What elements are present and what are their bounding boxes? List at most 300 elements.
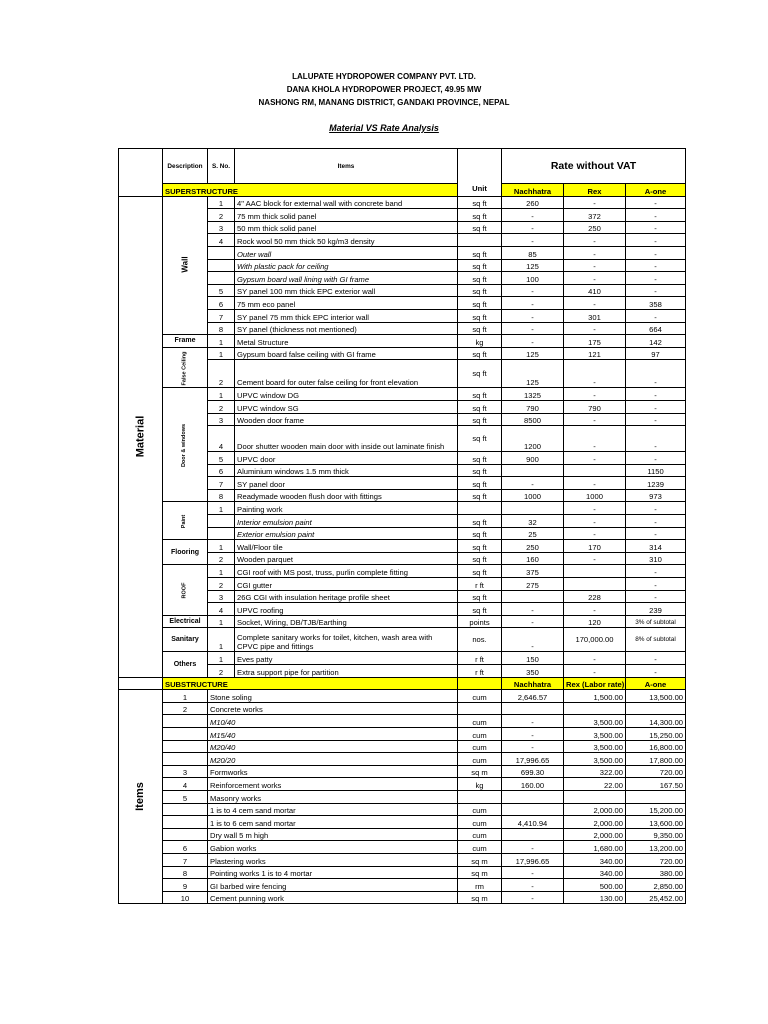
company-name: LALUPATE HYDROPOWER COMPANY PVT. LTD. [292, 72, 476, 81]
cell-item: Extra support pipe for partition [235, 665, 458, 678]
cell-sno: 1 [208, 565, 235, 578]
table-row [119, 677, 686, 690]
cell-a-one: - [626, 527, 686, 540]
cell-unit: sq ft [458, 590, 502, 603]
cell-unit: sq ft [458, 552, 502, 565]
table-row [119, 335, 686, 348]
cell-unit: kg [458, 778, 502, 791]
cell-item: Formworks [208, 765, 458, 778]
section-flooring: Flooring [163, 540, 208, 565]
cell-unit: sq ft [458, 246, 502, 259]
cell-item: Stone soling [208, 690, 458, 703]
table-row [119, 149, 686, 184]
group-items-label: Items [134, 781, 146, 811]
substructure-blank-cell [119, 677, 163, 690]
table-row [119, 690, 686, 703]
cell-item: UPVC window SG [235, 400, 458, 413]
cell-a-one: - [626, 196, 686, 209]
cell-nachhatra [502, 828, 564, 841]
cell-nachhatra: 699.30 [502, 765, 564, 778]
cell-a-one: 13,600.00 [626, 816, 686, 829]
cell-unit: cum [458, 828, 502, 841]
cell-rex: - [564, 527, 626, 540]
cell-nachhatra [502, 702, 564, 715]
cell-nachhatra: - [502, 740, 564, 753]
cell-unit: points [458, 615, 502, 628]
cell-item: Interior emulsion paint [235, 515, 458, 528]
cell-a-one: 720.00 [626, 765, 686, 778]
cell-item: UPVC roofing [235, 603, 458, 616]
cell-a-one: 167.50 [626, 778, 686, 791]
table-row [119, 753, 686, 766]
cell-rex [564, 790, 626, 803]
cell-a-one: - [626, 502, 686, 515]
cell-nachhatra: - [502, 841, 564, 854]
cell-nachhatra: 25 [502, 527, 564, 540]
cell-a-one: 17,800.00 [626, 753, 686, 766]
cell-nachhatra: 1000 [502, 489, 564, 502]
cell-item: Wooden door frame [235, 413, 458, 426]
vendor-header-nachhatra-sub: Nachhatra [502, 677, 564, 690]
cell-nachhatra: 275 [502, 578, 564, 591]
cell-rex: 2,000.00 [564, 816, 626, 829]
cell-a-one: - [626, 246, 686, 259]
cell-sno: 1 [208, 502, 235, 515]
cell-unit: sq ft [458, 196, 502, 209]
cell-a-one: 25,452.00 [626, 891, 686, 904]
cell-a-one: - [626, 234, 686, 247]
table-row [119, 790, 686, 803]
cell-sno: 1 [208, 652, 235, 665]
cell-sno [163, 816, 208, 829]
vendor-header-nachhatra: Nachhatra [502, 184, 564, 197]
corner-cell [119, 149, 163, 197]
cell-nachhatra: 85 [502, 246, 564, 259]
cell-item: SY panel (thickness not mentioned) [235, 322, 458, 335]
cell-unit: r ft [458, 652, 502, 665]
cell-unit: sq ft [458, 284, 502, 297]
cell-unit: cum [458, 740, 502, 753]
cell-nachhatra: 17,996.65 [502, 853, 564, 866]
cell-nachhatra: 125 [502, 360, 564, 388]
cell-unit: sq m [458, 866, 502, 879]
cell-a-one: 2,850.00 [626, 879, 686, 892]
cell-item: M15/40 [208, 727, 458, 740]
superstructure-label: SUPERSTRUCTURE [163, 184, 458, 197]
cell-a-one: 310 [626, 552, 686, 565]
cell-sno [208, 515, 235, 528]
cell-nachhatra [502, 502, 564, 515]
cell-nachhatra: - [502, 891, 564, 904]
cell-nachhatra: 2,646.57 [502, 690, 564, 703]
cell-sno: 2 [208, 209, 235, 222]
cell-nachhatra: - [502, 309, 564, 322]
cell-nachhatra: 160 [502, 552, 564, 565]
table-row [119, 184, 686, 197]
cell-nachhatra [502, 464, 564, 477]
table-row [119, 565, 686, 578]
cell-unit: sq ft [458, 360, 502, 388]
cell-a-one: 13,200.00 [626, 841, 686, 854]
cell-rex: 228 [564, 590, 626, 603]
cell-sno: 1 [208, 388, 235, 401]
document-title: Material VS Rate Analysis [329, 123, 439, 133]
vendor-header-rex: Rex [564, 184, 626, 197]
cell-rex [564, 464, 626, 477]
cell-sno: 5 [163, 790, 208, 803]
cell-a-one: - [626, 426, 686, 452]
cell-rex: - [564, 246, 626, 259]
cell-sno: 2 [163, 702, 208, 715]
table-row [119, 879, 686, 892]
cell-nachhatra: - [502, 879, 564, 892]
cell-item: SY panel 75 mm thick EPC interior wall [235, 309, 458, 322]
cell-rex: 3,500.00 [564, 753, 626, 766]
cell-unit: cum [458, 803, 502, 816]
table-row [119, 715, 686, 728]
cell-rex: 322.00 [564, 765, 626, 778]
section-roof-label: ROOF [181, 582, 188, 599]
cell-sno [208, 246, 235, 259]
cell-nachhatra: 350 [502, 665, 564, 678]
cell-unit: sq ft [458, 209, 502, 222]
table-row [119, 765, 686, 778]
cell-sno: 5 [208, 452, 235, 465]
table-row [119, 828, 686, 841]
cell-a-one: 973 [626, 489, 686, 502]
cell-rex: 2,000.00 [564, 803, 626, 816]
cell-rex: - [564, 297, 626, 310]
cell-item: Gypsum board false ceiling with GI frame [235, 347, 458, 360]
cell-unit: sq ft [458, 309, 502, 322]
cell-sno: 7 [208, 309, 235, 322]
cell-a-one: 15,200.00 [626, 803, 686, 816]
cell-item: CGI gutter [235, 578, 458, 591]
cell-item: Exterior emulsion paint [235, 527, 458, 540]
cell-item: Plastering works [208, 853, 458, 866]
cell-sno [208, 272, 235, 285]
cell-unit [458, 790, 502, 803]
cell-rex: - [564, 502, 626, 515]
column-header-sno: S. No. [208, 149, 235, 184]
table-row [119, 803, 686, 816]
cell-sno: 3 [208, 413, 235, 426]
cell-rex: 410 [564, 284, 626, 297]
cell-nachhatra: - [502, 727, 564, 740]
cell-item: 1 is to 4 cem sand mortar [208, 803, 458, 816]
cell-item: UPVC door [235, 452, 458, 465]
cell-rex [564, 565, 626, 578]
cell-sno: 3 [208, 221, 235, 234]
cell-nachhatra: 1200 [502, 426, 564, 452]
cell-rex: 301 [564, 309, 626, 322]
cell-a-one: - [626, 578, 686, 591]
table-row [119, 388, 686, 401]
cell-rex [564, 578, 626, 591]
cell-a-one: - [626, 665, 686, 678]
cell-nachhatra: 375 [502, 565, 564, 578]
cell-nachhatra: 160.00 [502, 778, 564, 791]
cell-a-one: - [626, 388, 686, 401]
cell-item: M20/40 [208, 740, 458, 753]
cell-unit: sq ft [458, 347, 502, 360]
cell-a-one: - [626, 309, 686, 322]
cell-item: Cement board for outer false ceiling for front elevation [235, 360, 458, 388]
section-paint [163, 502, 208, 540]
cell-rex: 1,680.00 [564, 841, 626, 854]
cell-sno: 2 [208, 552, 235, 565]
cell-a-one: - [626, 221, 686, 234]
cell-rex: 175 [564, 335, 626, 348]
cell-nachhatra [502, 803, 564, 816]
cell-sno: 1 [208, 628, 235, 652]
cell-item: M20/20 [208, 753, 458, 766]
cell-nachhatra: - [502, 297, 564, 310]
cell-nachhatra: - [502, 284, 564, 297]
cell-rex: 22.00 [564, 778, 626, 791]
cell-sno: 1 [208, 196, 235, 209]
table-row [119, 196, 686, 209]
project-location: NASHONG RM, MANANG DISTRICT, GANDAKI PROVINCE, NEPAL [258, 98, 510, 107]
cell-nachhatra: - [502, 477, 564, 490]
cell-a-one [626, 790, 686, 803]
cell-sno: 9 [163, 879, 208, 892]
cell-rex: 1000 [564, 489, 626, 502]
cell-rex: - [564, 652, 626, 665]
project-name: DANA KHOLA HYDROPOWER PROJECT, 49.95 MW [286, 85, 482, 94]
cell-nachhatra: - [502, 628, 564, 652]
cell-item: Gypsum board wall lining with GI frame [235, 272, 458, 285]
cell-item: 1 is to 6 cem sand mortar [208, 816, 458, 829]
cell-rex: - [564, 259, 626, 272]
cell-sno: 4 [163, 778, 208, 791]
cell-a-one: 8% of subtotal [626, 628, 686, 652]
cell-item: GI barbed wire fencing [208, 879, 458, 892]
cell-a-one: - [626, 209, 686, 222]
cell-unit: sq ft [458, 540, 502, 553]
cell-item: Wooden parquet [235, 552, 458, 565]
cell-item: Socket, Wiring, DB/TJB/Earthing [235, 615, 458, 628]
cell-rex: - [564, 413, 626, 426]
cell-nachhatra: 125 [502, 347, 564, 360]
cell-a-one: - [626, 565, 686, 578]
cell-sno [208, 527, 235, 540]
section-false_ceiling [163, 347, 208, 388]
cell-a-one: - [626, 259, 686, 272]
cell-rex: - [564, 477, 626, 490]
cell-unit: sq ft [458, 565, 502, 578]
cell-item: Eves patty [235, 652, 458, 665]
cell-unit: sq ft [458, 603, 502, 616]
cell-nachhatra: 250 [502, 540, 564, 553]
cell-rex: 340.00 [564, 853, 626, 866]
cell-rex: 790 [564, 400, 626, 413]
table-row [119, 727, 686, 740]
cell-rex: - [564, 388, 626, 401]
cell-sno: 2 [208, 665, 235, 678]
section-false_ceiling-label: False Ceiling [181, 351, 188, 385]
cell-unit: sq ft [458, 259, 502, 272]
cell-nachhatra: 8500 [502, 413, 564, 426]
table-row [119, 347, 686, 360]
cell-unit: sq ft [458, 322, 502, 335]
section-others: Others [163, 652, 208, 677]
cell-a-one: 9,350.00 [626, 828, 686, 841]
cell-item: With plastic pack for ceiling [235, 259, 458, 272]
cell-sno [163, 727, 208, 740]
cell-item: Aluminium windows 1.5 mm thick [235, 464, 458, 477]
cell-sno: 8 [208, 489, 235, 502]
cell-unit: sq ft [458, 400, 502, 413]
cell-rex: 2,000.00 [564, 828, 626, 841]
cell-rex: 3,500.00 [564, 715, 626, 728]
cell-sno: 4 [208, 603, 235, 616]
cell-rex: - [564, 515, 626, 528]
cell-item: Reinforcement works [208, 778, 458, 791]
cell-nachhatra: 150 [502, 652, 564, 665]
cell-sno: 4 [208, 426, 235, 452]
cell-sno: 8 [208, 322, 235, 335]
vendor-header-a-one-sub: A-one [626, 677, 686, 690]
cell-rex: 3,500.00 [564, 740, 626, 753]
cell-rex: - [564, 234, 626, 247]
cell-rex: - [564, 603, 626, 616]
table-row [119, 891, 686, 904]
cell-unit: sq ft [458, 272, 502, 285]
cell-item: Door shutter wooden main door with inside out laminate finish [235, 426, 458, 452]
cell-unit: rm [458, 879, 502, 892]
cell-sno: 2 [208, 578, 235, 591]
rate-analysis-table [118, 148, 686, 904]
cell-unit: sq m [458, 853, 502, 866]
cell-item: 4" AAC block for external wall with concrete band [235, 196, 458, 209]
cell-sno: 5 [208, 284, 235, 297]
cell-unit: r ft [458, 578, 502, 591]
cell-item: SY panel 100 mm thick EPC exterior wall [235, 284, 458, 297]
cell-unit: sq m [458, 765, 502, 778]
cell-sno [163, 715, 208, 728]
table-row [119, 740, 686, 753]
cell-unit [458, 502, 502, 515]
cell-item: M10/40 [208, 715, 458, 728]
column-header-description: Description [163, 149, 208, 184]
cell-item: 75 mm thick solid panel [235, 209, 458, 222]
cell-unit: cum [458, 690, 502, 703]
cell-item: Cement punning work [208, 891, 458, 904]
group-material-label: Material [133, 415, 146, 457]
cell-nachhatra: 32 [502, 515, 564, 528]
cell-rex: 120 [564, 615, 626, 628]
cell-rex: - [564, 426, 626, 452]
table-row [119, 628, 686, 652]
cell-a-one: - [626, 272, 686, 285]
cell-a-one: 1150 [626, 464, 686, 477]
cell-sno: 8 [163, 866, 208, 879]
cell-sno: 7 [163, 853, 208, 866]
cell-sno: 2 [208, 400, 235, 413]
cell-rex: - [564, 360, 626, 388]
section-doors-label: Door & windows [181, 423, 188, 467]
cell-unit: r ft [458, 665, 502, 678]
cell-sno: 1 [208, 335, 235, 348]
cell-nachhatra: - [502, 715, 564, 728]
cell-unit: sq ft [458, 464, 502, 477]
cell-rex [564, 702, 626, 715]
cell-unit: cum [458, 753, 502, 766]
cell-item: Metal Structure [235, 335, 458, 348]
table-row [119, 702, 686, 715]
table-row [119, 816, 686, 829]
cell-unit: sq m [458, 891, 502, 904]
cell-nachhatra: 125 [502, 259, 564, 272]
cell-item: SY panel door [235, 477, 458, 490]
cell-unit: sq ft [458, 452, 502, 465]
cell-sno [163, 803, 208, 816]
cell-item: Painting work [235, 502, 458, 515]
cell-sno: 2 [208, 360, 235, 388]
cell-a-one: - [626, 652, 686, 665]
cell-item: Readymade wooden flush door with fittings [235, 489, 458, 502]
cell-rex: - [564, 452, 626, 465]
vendor-header-rex-labor: Rex (Labor rate) [564, 677, 626, 690]
cell-unit [458, 234, 502, 247]
cell-unit: cum [458, 841, 502, 854]
cell-nachhatra: 4,410.94 [502, 816, 564, 829]
substructure-unit-blank [458, 677, 502, 690]
cell-a-one: 97 [626, 347, 686, 360]
cell-a-one: - [626, 413, 686, 426]
cell-a-one: - [626, 515, 686, 528]
cell-nachhatra: 900 [502, 452, 564, 465]
cell-unit: sq ft [458, 388, 502, 401]
cell-a-one [626, 702, 686, 715]
cell-nachhatra [502, 590, 564, 603]
cell-nachhatra: - [502, 221, 564, 234]
cell-rex: - [564, 272, 626, 285]
cell-rex: 250 [564, 221, 626, 234]
section-roof [163, 565, 208, 615]
section-electrical: Electrical [163, 615, 208, 628]
cell-item: 75 mm eco panel [235, 297, 458, 310]
cell-a-one: 239 [626, 603, 686, 616]
cell-a-one: 15,250.00 [626, 727, 686, 740]
table-row [119, 853, 686, 866]
cell-sno: 6 [208, 297, 235, 310]
cell-unit: sq ft [458, 426, 502, 452]
cell-unit: sq ft [458, 489, 502, 502]
cell-nachhatra: - [502, 603, 564, 616]
cell-item: Dry wall 5 m high [208, 828, 458, 841]
cell-unit: sq ft [458, 515, 502, 528]
cell-rex: - [564, 552, 626, 565]
cell-unit: nos. [458, 628, 502, 652]
cell-rex: 3,500.00 [564, 727, 626, 740]
cell-rex: 500.00 [564, 879, 626, 892]
cell-sno [163, 753, 208, 766]
cell-unit: cum [458, 715, 502, 728]
cell-a-one: - [626, 284, 686, 297]
cell-sno: 10 [163, 891, 208, 904]
cell-a-one: - [626, 452, 686, 465]
cell-a-one: 380.00 [626, 866, 686, 879]
cell-nachhatra: 260 [502, 196, 564, 209]
table-row [119, 540, 686, 553]
cell-a-one: - [626, 400, 686, 413]
cell-unit: sq ft [458, 221, 502, 234]
cell-nachhatra: 17,996.65 [502, 753, 564, 766]
table-row [119, 778, 686, 791]
cell-unit: sq ft [458, 527, 502, 540]
